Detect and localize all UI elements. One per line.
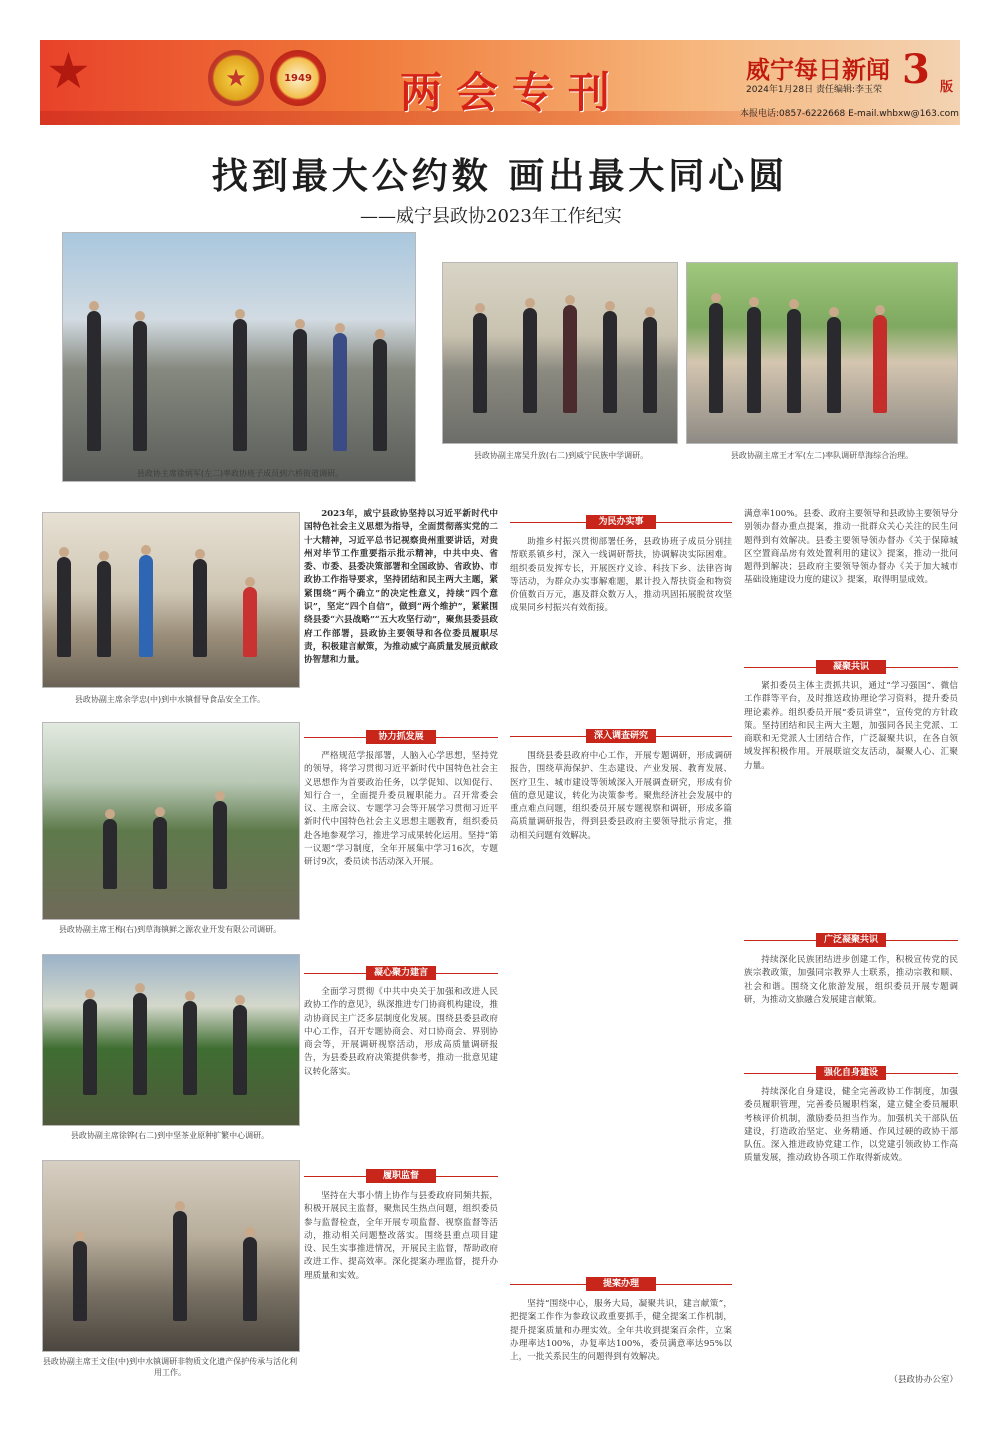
paragraph-5: 围绕县委县政府中心工作，开展专题调研，形成调研报告，围绕草海保护、生态建设、产业发展、教育发展、医疗卫生、城市建设等领域深入开展调查研究，形成有价值的意见建议，转化为决策参考。聚焦经济社会发展中的重点难点问题，组织委员开展专题视察和调研，形成多篇高质量调研报告，得到县委县政府主要领导批示肯定，推动相关问题有效解决。 bbox=[510, 751, 732, 841]
figure bbox=[243, 1237, 257, 1321]
figure bbox=[747, 307, 761, 413]
photo-1-caption: 县政协主席徐炳军(左二)率政协班子成员到六桥街道调研。 bbox=[136, 469, 344, 478]
figure bbox=[133, 321, 147, 451]
page-suffix: 版 bbox=[940, 80, 954, 95]
paragraph-10: 持续深化自身建设，健全完善政协工作制度，加强委员履职管理，完善委员履职档案，建立健全委员履职考核评价机制，激励委员担当作为。加强机关干部队伍建设，打造政治坚定、业务精通、作风过硬的政协干部队伍。深入推进政协党建工作，以党建引领政协工作高质量发展，推动政协各项工作取得新成效。 bbox=[744, 1087, 958, 1164]
figure bbox=[173, 1211, 187, 1321]
figure bbox=[709, 303, 723, 413]
section-heading-5: 深入调查研究 bbox=[586, 729, 656, 743]
figure bbox=[97, 561, 111, 657]
figure bbox=[787, 309, 801, 413]
photo-2-caption: 县政协副主席吴升放(右二)到威宁民族中学调研。 bbox=[473, 451, 649, 460]
figure bbox=[827, 317, 841, 413]
photo-6-caption: 县政协副主席徐铧(右二)到中坚茶业原种扩繁中心调研。 bbox=[70, 1131, 270, 1140]
figure bbox=[643, 317, 657, 413]
figure bbox=[333, 333, 347, 451]
intro-paragraph: 2023年，威宁县政协坚持以习近平新时代中国特色社会主义思想为指导，全面贯彻落实党的二十大精神，习近平总书记视察贵州重要讲话，对贵州对毕节工作重要指示批示精神，中共中央、省委、市委、县委决策部署和全国政协、省政协、市政协工作指导要求，坚持团结和民主两大主题，紧紧围绕“两个确立”的决定性意义，持续“四个意识”，坚定“四个自信”，做到“两个维护”，紧紧围绕县委“六县战略”“五大攻坚行动”，聚焦县委县政府工作部署，县政协主要领导和各位委员履职尽责，积极建言献策，为推动威宁高质量发展贡献政协智慧和力量。 bbox=[304, 509, 498, 666]
figure bbox=[373, 339, 387, 451]
paragraph-7: 满意率100%。县委、政府主要领导和县政协主要领导分别领办督办重点提案，推动一批群众关心关注的民生问题得到有效解决。县委主要领导领办督办《关于保障城区空置商品房有效处置利用的建议》提案，推动一批问题得到解决；县政府主要领导领办督办《关于加大城市基础设施建设力度的建议》提案，取得明显成效。 bbox=[744, 509, 958, 586]
photo-6 bbox=[42, 954, 300, 1126]
figure bbox=[213, 801, 227, 889]
section-heading-8: 强化自身建设 bbox=[816, 1066, 886, 1080]
paragraph-4: 助推乡村振兴贯彻部署任务，县政协班子成员分别挂帮联系镇乡村，深入一线调研帮扶，协调解决实际困难。组织委员发挥专长，开展医疗义诊、科技下乡、法律咨询等活动，为群众办实事解难题，累计投入帮扶资金和物资价值数百万元，惠及群众数万人，推动巩固拓展脱贫攻坚成果同乡村振兴有效衔接。 bbox=[510, 537, 732, 614]
figure bbox=[293, 329, 307, 451]
figure bbox=[153, 817, 167, 889]
section-heading-1: 协力抓发展 bbox=[366, 730, 436, 744]
paragraph-6: 坚持“围绕中心，服务大局，凝聚共识，建言献策”，把提案工作作为参政议政重要抓手，健全提案工作机制，提升提案质量和办理实效。全年共收到提案百余件，立案办理率达100%，办复率达100%，委员满意率达95%以上，一批关系民生的问题得到有效解决。 bbox=[510, 1299, 732, 1363]
figure bbox=[73, 1241, 87, 1321]
figure bbox=[57, 557, 71, 657]
figure bbox=[563, 305, 577, 413]
figure bbox=[193, 559, 207, 657]
figure bbox=[233, 319, 247, 451]
photo-3 bbox=[686, 262, 958, 444]
paper-name: 威宁每日新闻 bbox=[746, 55, 890, 84]
paragraph-9: 持续深化民族团结进步创建工作，积极宣传党的民族宗教政策，加强同宗教界人士联系，推动宗教和顺、社会和谐。围绕文化旅游发展，组织委员开展专题调研，为推动文旅融合发展建言献策。 bbox=[744, 955, 958, 1005]
national-emblem-icon: ★ bbox=[208, 50, 264, 106]
section-title: 两会专刊 bbox=[400, 68, 625, 117]
figure bbox=[87, 311, 101, 451]
byline: （县政协办公室） bbox=[889, 1375, 958, 1385]
photo-5 bbox=[42, 722, 300, 920]
contact-info: 本报电话:0857-6222668 E-mail.whbxw@163.com bbox=[740, 109, 959, 119]
photo-4 bbox=[42, 512, 300, 688]
photo-7 bbox=[42, 1160, 300, 1352]
figure bbox=[103, 819, 117, 889]
headline: 找到最大公约数 画出最大同心圆 bbox=[211, 156, 789, 197]
section-heading-6: 提案办理 bbox=[586, 1277, 656, 1291]
cppcc-emblem-icon bbox=[270, 50, 326, 106]
section-heading-3: 履职监督 bbox=[366, 1169, 436, 1183]
star-icon: ★ bbox=[46, 42, 91, 100]
photo-3-caption: 县政协副主席王才军(左二)率队调研草海综合治理。 bbox=[730, 451, 914, 460]
section-heading-2: 凝心聚力建言 bbox=[366, 966, 436, 980]
date-editor: 2024年1月28日 责任编辑:李玉荣 bbox=[746, 85, 882, 95]
photo-1 bbox=[62, 232, 416, 482]
subheadline: ——威宁县政协2023年工作纪实 bbox=[360, 206, 622, 227]
figure bbox=[873, 315, 887, 413]
photo-4-caption: 县政协副主席余学忠(中)到中水镇督导食品安全工作。 bbox=[74, 695, 266, 704]
photo-2 bbox=[442, 262, 678, 444]
figure bbox=[243, 587, 257, 657]
figure bbox=[603, 311, 617, 413]
figure bbox=[473, 313, 487, 413]
section-heading-4: 为民办实事 bbox=[586, 515, 656, 529]
paragraph-2: 全面学习贯彻《中共中央关于加强和改进人民政协工作的意见》，纵深推进专门协商机构建设，推动协商民主广泛多层制度化发展。围绕县委县政府中心工作，召开专题协商会、对口协商会、界别协商会等，开展调研视察活动，形成高质量调研报告，为县委县政府决策提供参考，推动一批意见建议转化落实。 bbox=[304, 987, 498, 1077]
section-heading-9: 广泛凝聚共识 bbox=[816, 933, 886, 947]
paragraph-8: 紧扣委员主体主责抓共识，通过“学习强国”、微信工作群等平台，及时推送政协理论学习资料，提升委员理论素养。组织委员开展“委员讲堂”，宣传党的方针政策。坚持团结和民主两大主题，加强同各民主党派、工商联和无党派人士团结合作，广泛凝聚共识，在各自领域发挥积极作用。开展联谊交友活动，凝聚人心、汇聚力量。 bbox=[744, 681, 958, 771]
figure bbox=[83, 999, 97, 1095]
section-heading-7: 凝聚共识 bbox=[816, 660, 886, 674]
masthead bbox=[40, 40, 960, 125]
photo-5-caption: 县政协副主席王梅(右)到草海镇鲜之源农业开发有限公司调研。 bbox=[58, 925, 282, 934]
figure bbox=[233, 1005, 247, 1095]
figure bbox=[523, 308, 537, 413]
figure bbox=[183, 1001, 197, 1095]
paragraph-3: 坚持在大事小情上协作与县委政府同频共振，积极开展民主监督，聚焦民生热点问题，组织委员参与监督检查，全年开展专项监督、视察监督等活动，推动相关问题整改落实。围绕县重点项目建设、民生实事推进情况，开展民主监督，帮助政府改进工作、提高效率。深化提案办理监督，提升办理质量和实效。 bbox=[304, 1191, 498, 1281]
photo-7-caption-text: 县政协副主席王文佳(中)到中水镇调研非物质文化遗产保护传承与活化利用工作。 bbox=[42, 1357, 298, 1377]
figure bbox=[139, 555, 153, 657]
paragraph-1: 严格规范学报部署，人脑入心学思想，坚持党的领导，将学习贯彻习近平新时代中国特色社会主义思想作为首要政治任务，以学促知、以知促行、知行合一，全面提升委员履职能力。召开常委会议、主席会议、专题学习会等开展学习贯彻习近平新时代中国特色社会主义思想主题教育，组织委员赴各地参观学习，推进学习成果转化运用。坚持“第一议题”学习制度，全年开展集中学习16次，专题研讨9次，委员读书活动深入开展。 bbox=[304, 751, 498, 868]
page-number: 3 bbox=[902, 46, 930, 93]
photo-7-caption bbox=[42, 1356, 298, 1378]
figure bbox=[133, 993, 147, 1095]
cppcc-emblem-year: 1949 bbox=[284, 72, 312, 84]
